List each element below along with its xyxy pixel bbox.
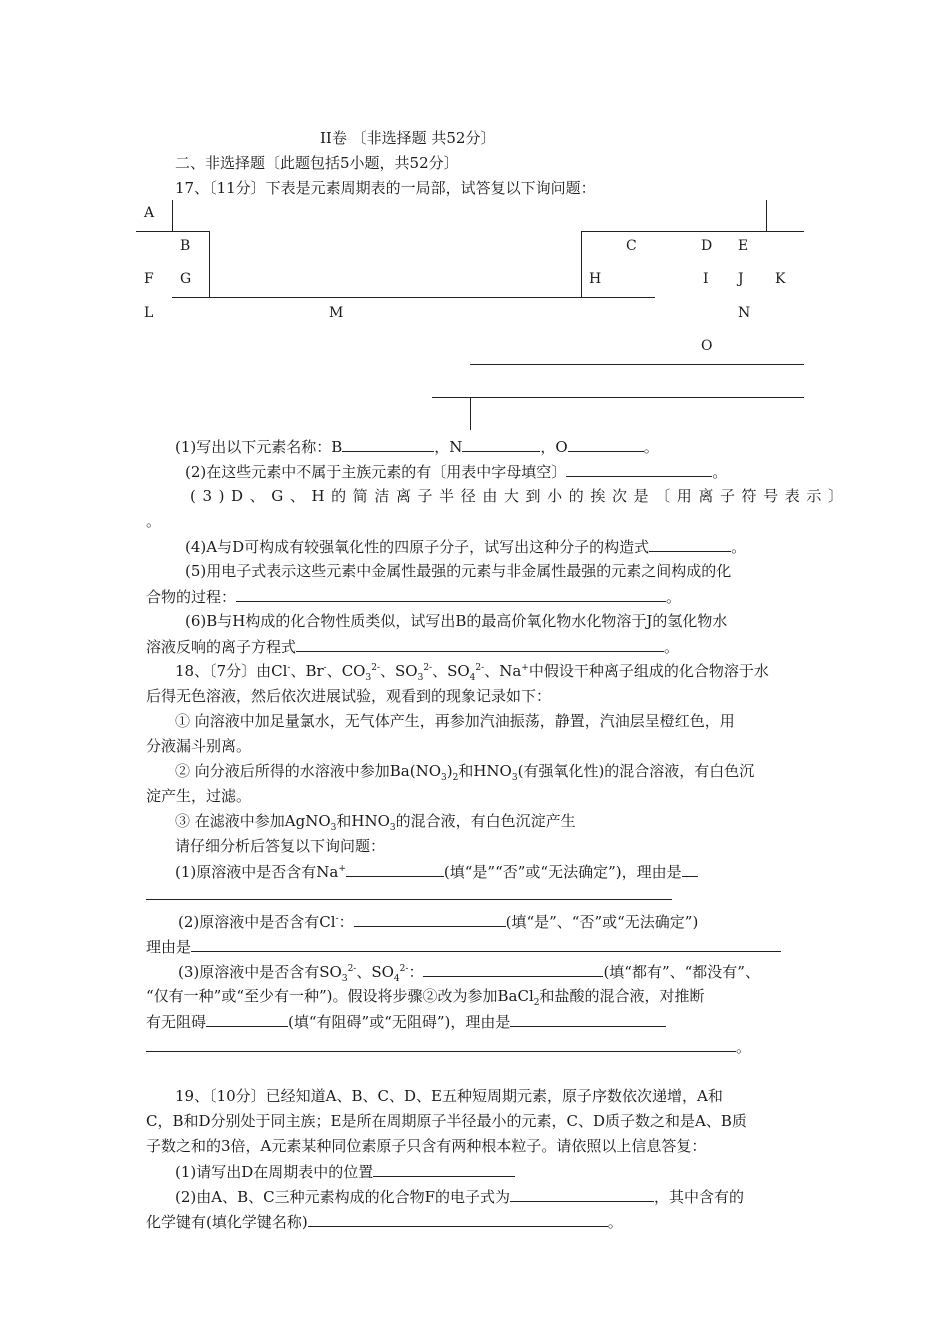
element-label-o: O [701, 338, 713, 354]
q18-step3: ③ 在滤液中参加AgNO$_3$和$HNO_3$的混合液，有白色沉淀产生 [175, 812, 576, 833]
element-label-a: A [144, 205, 155, 221]
q17-p6: (6)B与H构成的化合物性质类似，试写出B的最高价氧化物水化物溶于J的氢化物水 [185, 612, 728, 630]
answer-blank-non-main-group[interactable] [566, 461, 712, 477]
q17-intro: 17、〔11分〕下表是元素周期表的一局部，试答复以下询问题： [175, 179, 596, 197]
q18-step1-line2: 分液漏斗别离。 [146, 737, 252, 755]
q19-intro-line3: 子数之和的3倍，A元素某种同位素原子只含有两种根本粒子。请依照以上信息答复： [146, 1137, 707, 1155]
q18-p2: (2)原溶液中是否含有Cl-： (填“是”、“否”或“无法确定”) [178, 913, 699, 931]
element-label-i: I [703, 271, 709, 287]
q19-intro-line2: C，B和D分别处于同主族；E是所在周期原子半径最小的元素，C、D质子数之和是A、B质 [146, 1112, 747, 1130]
table-line [136, 231, 209, 232]
q18-p3-line4: 。 [146, 1036, 806, 1057]
answer-blank-impact-reason[interactable] [510, 1011, 666, 1027]
table-line [766, 200, 767, 231]
q17-p5: (5)用电子式表示这些元素中金属性最强的元素与非金属性最强的元素之间构成的化 [185, 562, 732, 580]
q18-intro: 18、〔7分〕由Cl-、Br-、$CO_3^{2-}$、$SO_3^{2-}$、$SO_4^{2-}$、Na+中假设干种离子组成的化合物溶于水 [175, 662, 769, 683]
q17-p2: (2)在这些元素中不属于主族元素的有〔用表中字母填空〕 。 [185, 463, 728, 481]
q18-step2: ② 向分液后所得的水溶液中参加$Ba(NO_3)_2$和$HNO_3$(有强氧化性)的混合溶液，有白色沉 [175, 762, 755, 783]
element-label-n: N [738, 305, 751, 321]
element-label-l: L [144, 305, 154, 321]
answer-line-na-reason[interactable] [146, 899, 672, 900]
table-line [432, 397, 804, 398]
answer-blank-electron-formula[interactable] [236, 586, 666, 602]
element-label-f: F [144, 271, 154, 287]
table-line [470, 364, 804, 365]
answer-blank-na[interactable] [346, 861, 444, 877]
q19-intro: 19、〔10分〕已经知道A、B、C、D、E五种短周期元素，原子序数依次递增，A和 [175, 1087, 723, 1105]
table-line [581, 231, 804, 232]
element-label-j: J [738, 271, 744, 287]
q19-p1: (1)请写出D在周期表中的位置 [175, 1161, 835, 1182]
section-title: II卷 〔非选择题 共52分〕 [320, 129, 496, 147]
answer-blank-n[interactable] [462, 436, 540, 452]
element-label-b: B [180, 238, 191, 254]
answer-blank-cl[interactable] [354, 911, 506, 927]
q18-p3-line2: “仅有一种”或“至少有一种”)。假设将步骤②改为参加BaCl$_2$和盐酸的混合液，对推断 [146, 987, 705, 1008]
q18-ask: 请仔细分析后答复以下询问题： [175, 837, 386, 855]
answer-blank-b[interactable] [342, 436, 434, 452]
answer-blank-cl-reason[interactable] [191, 936, 781, 952]
answer-blank-sulfate[interactable] [423, 961, 603, 977]
q19-p2: (2)由A、B、C三种元素构成的化合物F的电子式为 ，其中含有的 [175, 1188, 745, 1206]
answer-blank-d-position[interactable] [373, 1161, 515, 1177]
q18-p3: (3)原溶液中是否含有$SO_3^{2-}$、$SO_4^{2-}$： (填“都有”、“都没有”、 [178, 963, 760, 984]
part-title: 二、非选择题〔此题包括5小题，共52分〕 [175, 154, 459, 172]
answer-blank-electron-formula-f[interactable] [510, 1186, 654, 1202]
element-label-h: H [589, 271, 602, 287]
answer-blank-bond-type[interactable] [308, 1211, 608, 1227]
element-label-c: C [626, 238, 637, 254]
q17-p5-line2: 合物的过程： 。 [146, 588, 682, 606]
q18-p2-line2: 理由是 [146, 936, 806, 957]
answer-blank-o[interactable] [568, 436, 644, 452]
table-line [172, 200, 173, 231]
answer-blank-structure[interactable] [649, 536, 731, 552]
q18-p3-line3: 有无阻碍 (填“有阻碍”或“无阻碍”)，理由是 [146, 1011, 806, 1032]
answer-line-impact-reason[interactable] [146, 1036, 736, 1052]
answer-blank-impact[interactable] [206, 1011, 288, 1027]
element-label-g: G [180, 271, 192, 287]
element-label-m: M [329, 305, 344, 321]
answer-blank-na-reason-start[interactable] [682, 861, 698, 877]
q17-p1: (1)写出以下元素名称：B ，N ，O 。 [175, 438, 659, 456]
q19-p2-line2: 化学键有(填化学键名称) 。 [146, 1213, 623, 1231]
table-line [581, 231, 582, 298]
answer-blank-ionic-equation[interactable] [296, 636, 664, 652]
q18-step2-line2: 淀产生，过滤。 [146, 787, 252, 805]
q18-step1: ① 向溶液中加足量氯水，无气体产生，再参加汽油振荡，静置，汽油层呈橙红色，用 [175, 712, 735, 730]
table-line [470, 397, 471, 430]
q17-p6-line2: 溶液反响的离子方程式 。 [146, 638, 680, 656]
element-label-d: D [701, 238, 713, 254]
element-label-e: E [738, 238, 749, 254]
q18-intro-line2: 后得无色溶液，然后依次进展试验，观看到的现象记录如下： [146, 687, 552, 705]
table-line [172, 297, 655, 298]
q17-p4: (4)A与D可构成有较强氧化性的四原子分子，试写出这种分子的构造式 。 [185, 538, 747, 556]
q17-p3: (3)D、G、H的简洁离子半径由大到小的挨次是〔用离子符号表示〕 [190, 487, 850, 505]
table-line [209, 231, 210, 298]
q18-p1: (1)原溶液中是否含有Na+ (填“是”“否”或“无法确定”)，理由是 [175, 861, 835, 882]
element-label-k: K [775, 271, 786, 287]
q17-p3-end: 。 [146, 512, 162, 530]
